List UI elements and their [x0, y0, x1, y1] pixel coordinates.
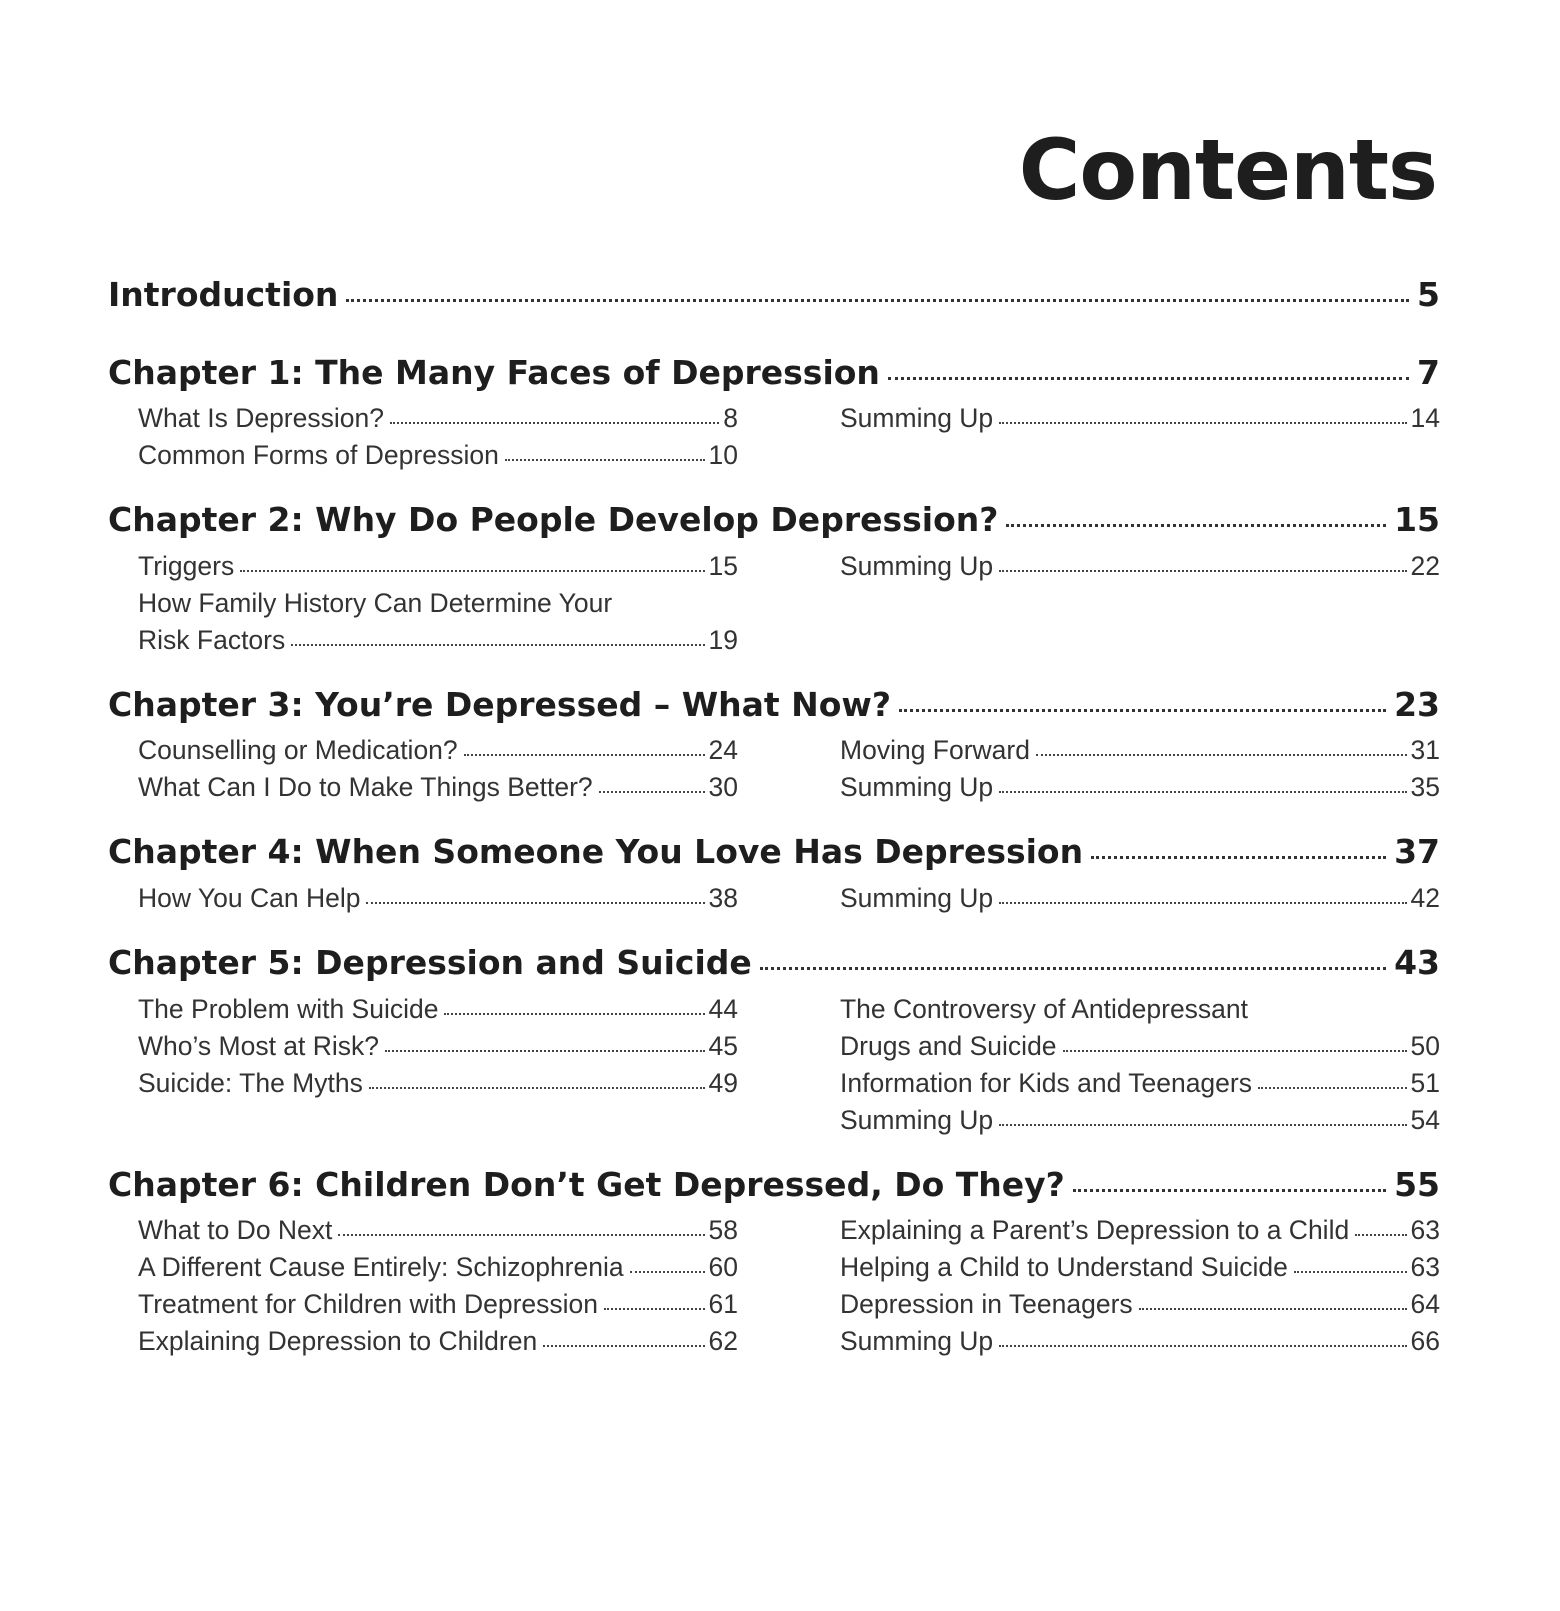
toc-section-entry[interactable]	[138, 622, 738, 659]
chapter-block-2	[108, 500, 1440, 659]
toc-page-number: 45	[708, 1030, 738, 1061]
toc-page-number: 38	[708, 882, 738, 913]
chapter-block-3	[108, 685, 1440, 807]
toc-section-entry[interactable]	[840, 1065, 1440, 1102]
chapter-sections	[108, 991, 1440, 1139]
toc-page-number: 37	[1394, 832, 1440, 872]
chapter-sections	[108, 1212, 1440, 1360]
toc-page-number: 31	[1410, 735, 1440, 766]
toc-section-title: Summing Up	[840, 550, 994, 581]
toc-page-number: 22	[1410, 550, 1440, 581]
toc-entry-chapter-1[interactable]	[108, 353, 1440, 393]
dot-leader	[999, 902, 1406, 904]
toc-section-title: Explaining Depression to Children	[138, 1326, 538, 1357]
toc-section-title: What Is Depression?	[138, 403, 384, 434]
toc-section-title: Triggers	[138, 550, 235, 581]
section-column-right	[840, 400, 1440, 474]
dot-leader	[599, 791, 705, 793]
toc-section-title: Summing Up	[840, 1104, 994, 1135]
toc-section-entry[interactable]	[138, 1286, 738, 1323]
dot-leader	[1258, 1087, 1407, 1089]
toc-page-number: 63	[1410, 1252, 1440, 1283]
dot-leader	[505, 459, 705, 461]
toc-section-title: Treatment for Children with Depression	[138, 1289, 599, 1320]
toc-section-title: Summing Up	[840, 772, 994, 803]
toc-page-number: 66	[1410, 1326, 1440, 1357]
section-column-right	[840, 732, 1440, 806]
toc-section-entry[interactable]	[840, 548, 1440, 585]
toc-section-title: Who’s Most at Risk?	[138, 1030, 380, 1061]
chapter-sections	[108, 400, 1440, 474]
toc-section-entry[interactable]	[840, 400, 1440, 437]
dot-leader	[369, 1087, 705, 1089]
toc-page-number: 49	[708, 1067, 738, 1098]
toc-section-entry[interactable]	[840, 1028, 1440, 1065]
toc-section-entry[interactable]	[840, 1323, 1440, 1360]
toc-page-number: 8	[723, 403, 738, 434]
toc-section-entry[interactable]	[138, 1065, 738, 1102]
toc-section-entry[interactable]	[840, 732, 1440, 769]
toc-section-entry[interactable]	[138, 400, 738, 437]
toc-section-entry[interactable]	[138, 880, 738, 917]
toc-page-number: 50	[1410, 1030, 1440, 1061]
chapter-sections	[108, 548, 1440, 659]
toc-page-number: 35	[1410, 772, 1440, 803]
chapter-sections	[108, 732, 1440, 806]
dot-leader	[760, 967, 1386, 970]
toc-heading-title: Chapter 6: Children Don’t Get Depressed, Do They?	[108, 1164, 1065, 1204]
toc-section-entry[interactable]	[138, 1212, 738, 1249]
toc-entry-chapter-2[interactable]	[108, 500, 1440, 540]
toc-section-title: Summing Up	[840, 1326, 994, 1357]
dot-leader	[464, 754, 705, 756]
toc-section-title: Drugs and Suicide	[840, 1030, 1057, 1061]
toc-section-title: Depression in Teenagers	[840, 1289, 1133, 1320]
toc-section-title-line[interactable]: The Controversy of Antidepressant	[840, 993, 1249, 1024]
dot-leader	[346, 299, 1409, 302]
chapter-block-5	[108, 943, 1440, 1139]
dot-leader	[543, 1345, 704, 1347]
toc-section-entry[interactable]	[840, 880, 1440, 917]
toc-page-number: 63	[1410, 1215, 1440, 1246]
toc-section-entry[interactable]	[840, 1102, 1440, 1139]
dot-leader	[1091, 856, 1386, 859]
toc-page-number: 7	[1417, 352, 1440, 392]
dot-leader	[1294, 1271, 1407, 1273]
toc-page-number: 61	[708, 1289, 738, 1320]
toc-heading-title: Chapter 5: Depression and Suicide	[108, 942, 752, 982]
dot-leader	[390, 422, 719, 424]
toc-heading-title: Chapter 3: You’re Depressed – What Now?	[108, 684, 892, 724]
toc-page-number: 19	[708, 624, 738, 655]
dot-leader	[888, 377, 1409, 380]
dot-leader	[999, 570, 1406, 572]
dot-leader	[604, 1308, 705, 1310]
toc-section-title: The Problem with Suicide	[138, 993, 439, 1024]
page-title: Contents	[1018, 121, 1437, 219]
toc-section-entry[interactable]	[840, 769, 1440, 806]
toc-section-entry[interactable]	[840, 1249, 1440, 1286]
toc-page-number: 64	[1410, 1289, 1440, 1320]
toc-heading-title: Introduction	[108, 275, 339, 314]
dot-leader	[366, 902, 704, 904]
toc-heading-title: Chapter 1: The Many Faces of Depression	[108, 352, 880, 392]
section-column-left	[138, 991, 738, 1139]
toc-entry-chapter-3[interactable]	[108, 685, 1440, 725]
section-column-left	[138, 400, 738, 474]
dot-leader	[240, 570, 704, 572]
toc-entry-introduction[interactable]	[108, 275, 1440, 315]
toc-page-number: 14	[1410, 403, 1440, 434]
toc-page-number: 55	[1394, 1164, 1440, 1204]
toc-page-number: 15	[708, 550, 738, 581]
toc-section-title: Moving Forward	[840, 735, 1030, 766]
toc-section-title: Summing Up	[840, 882, 994, 913]
toc-section-title: Suicide: The Myths	[138, 1067, 363, 1098]
dot-leader	[291, 644, 704, 646]
dot-leader	[1006, 524, 1386, 527]
toc-page-number: 62	[708, 1326, 738, 1357]
chapter-block-4	[108, 832, 1440, 917]
toc-page-number: 15	[1394, 500, 1440, 540]
toc-section-entry[interactable]	[138, 991, 738, 1028]
toc-page-number: 5	[1417, 275, 1440, 314]
toc-page-number: 30	[708, 772, 738, 803]
section-column-left	[138, 880, 738, 917]
dot-leader	[1036, 754, 1407, 756]
section-column-left	[138, 548, 738, 659]
dot-leader	[899, 709, 1386, 712]
toc-section-title: Explaining a Parent’s Depression to a Child	[840, 1215, 1350, 1246]
toc-section-entry[interactable]	[138, 1249, 738, 1286]
chapter-block-6	[108, 1165, 1440, 1361]
toc-entry-chapter-6[interactable]	[108, 1165, 1440, 1205]
toc-page-number: 24	[708, 735, 738, 766]
toc-section-title: Helping a Child to Understand Suicide	[840, 1252, 1288, 1283]
toc-page-number: 54	[1410, 1104, 1440, 1135]
section-column-left	[138, 1212, 738, 1360]
toc-heading-title: Chapter 4: When Someone You Love Has Depression	[108, 832, 1084, 872]
toc-section-entry[interactable]	[840, 1286, 1440, 1323]
dot-leader	[338, 1234, 704, 1236]
toc-page-number: 43	[1394, 942, 1440, 982]
toc-section-entry[interactable]	[138, 732, 738, 769]
section-column-right	[840, 548, 1440, 659]
section-column-right	[840, 1212, 1440, 1360]
dot-leader	[1063, 1050, 1407, 1052]
chapter-block-1	[108, 353, 1440, 475]
toc-page-number: 42	[1410, 882, 1440, 913]
toc-section-title: Summing Up	[840, 403, 994, 434]
toc-page-number: 58	[708, 1215, 738, 1246]
toc-section-entry[interactable]	[138, 769, 738, 806]
toc-page-number: 23	[1394, 684, 1440, 724]
dot-leader	[1073, 1189, 1386, 1192]
toc-entry-chapter-4[interactable]	[108, 832, 1440, 872]
dot-leader	[444, 1013, 704, 1015]
dot-leader	[999, 1124, 1406, 1126]
dot-leader	[1355, 1234, 1406, 1236]
chapter-sections	[108, 880, 1440, 917]
section-column-right	[840, 991, 1440, 1139]
toc-page-number: 60	[708, 1252, 738, 1283]
toc-section-title: Common Forms of Depression	[138, 440, 499, 471]
dot-leader	[630, 1271, 705, 1273]
section-column-left	[138, 732, 738, 806]
toc-section-title: What Can I Do to Make Things Better?	[138, 772, 593, 803]
dot-leader	[999, 422, 1406, 424]
toc-page-number: 10	[708, 440, 738, 471]
toc-page-number: 51	[1410, 1067, 1440, 1098]
table-of-contents	[108, 275, 1440, 1386]
toc-page-number: 44	[708, 993, 738, 1024]
dot-leader	[1139, 1308, 1407, 1310]
toc-section-title: What to Do Next	[138, 1215, 333, 1246]
toc-section-entry[interactable]	[840, 1212, 1440, 1249]
toc-section-entry[interactable]	[138, 548, 738, 585]
chapter-list	[108, 353, 1440, 1361]
toc-section-entry[interactable]	[138, 437, 738, 474]
toc-section-entry[interactable]	[138, 1323, 738, 1360]
toc-section-title: Risk Factors	[138, 624, 286, 655]
dot-leader	[385, 1050, 704, 1052]
toc-entry-chapter-5[interactable]	[108, 943, 1440, 983]
toc-section-title-line[interactable]: How Family History Can Determine Your	[138, 587, 613, 618]
dot-leader	[999, 1345, 1406, 1347]
toc-section-entry[interactable]	[138, 1028, 738, 1065]
section-column-right	[840, 880, 1440, 917]
toc-section-title: Counselling or Medication?	[138, 735, 458, 766]
toc-section-title: A Different Cause Entirely: Schizophrenia	[138, 1252, 624, 1283]
toc-section-title: Information for Kids and Teenagers	[840, 1067, 1252, 1098]
dot-leader	[999, 791, 1406, 793]
toc-heading-title: Chapter 2: Why Do People Develop Depression?	[108, 500, 999, 540]
toc-section-title: How You Can Help	[138, 882, 361, 913]
